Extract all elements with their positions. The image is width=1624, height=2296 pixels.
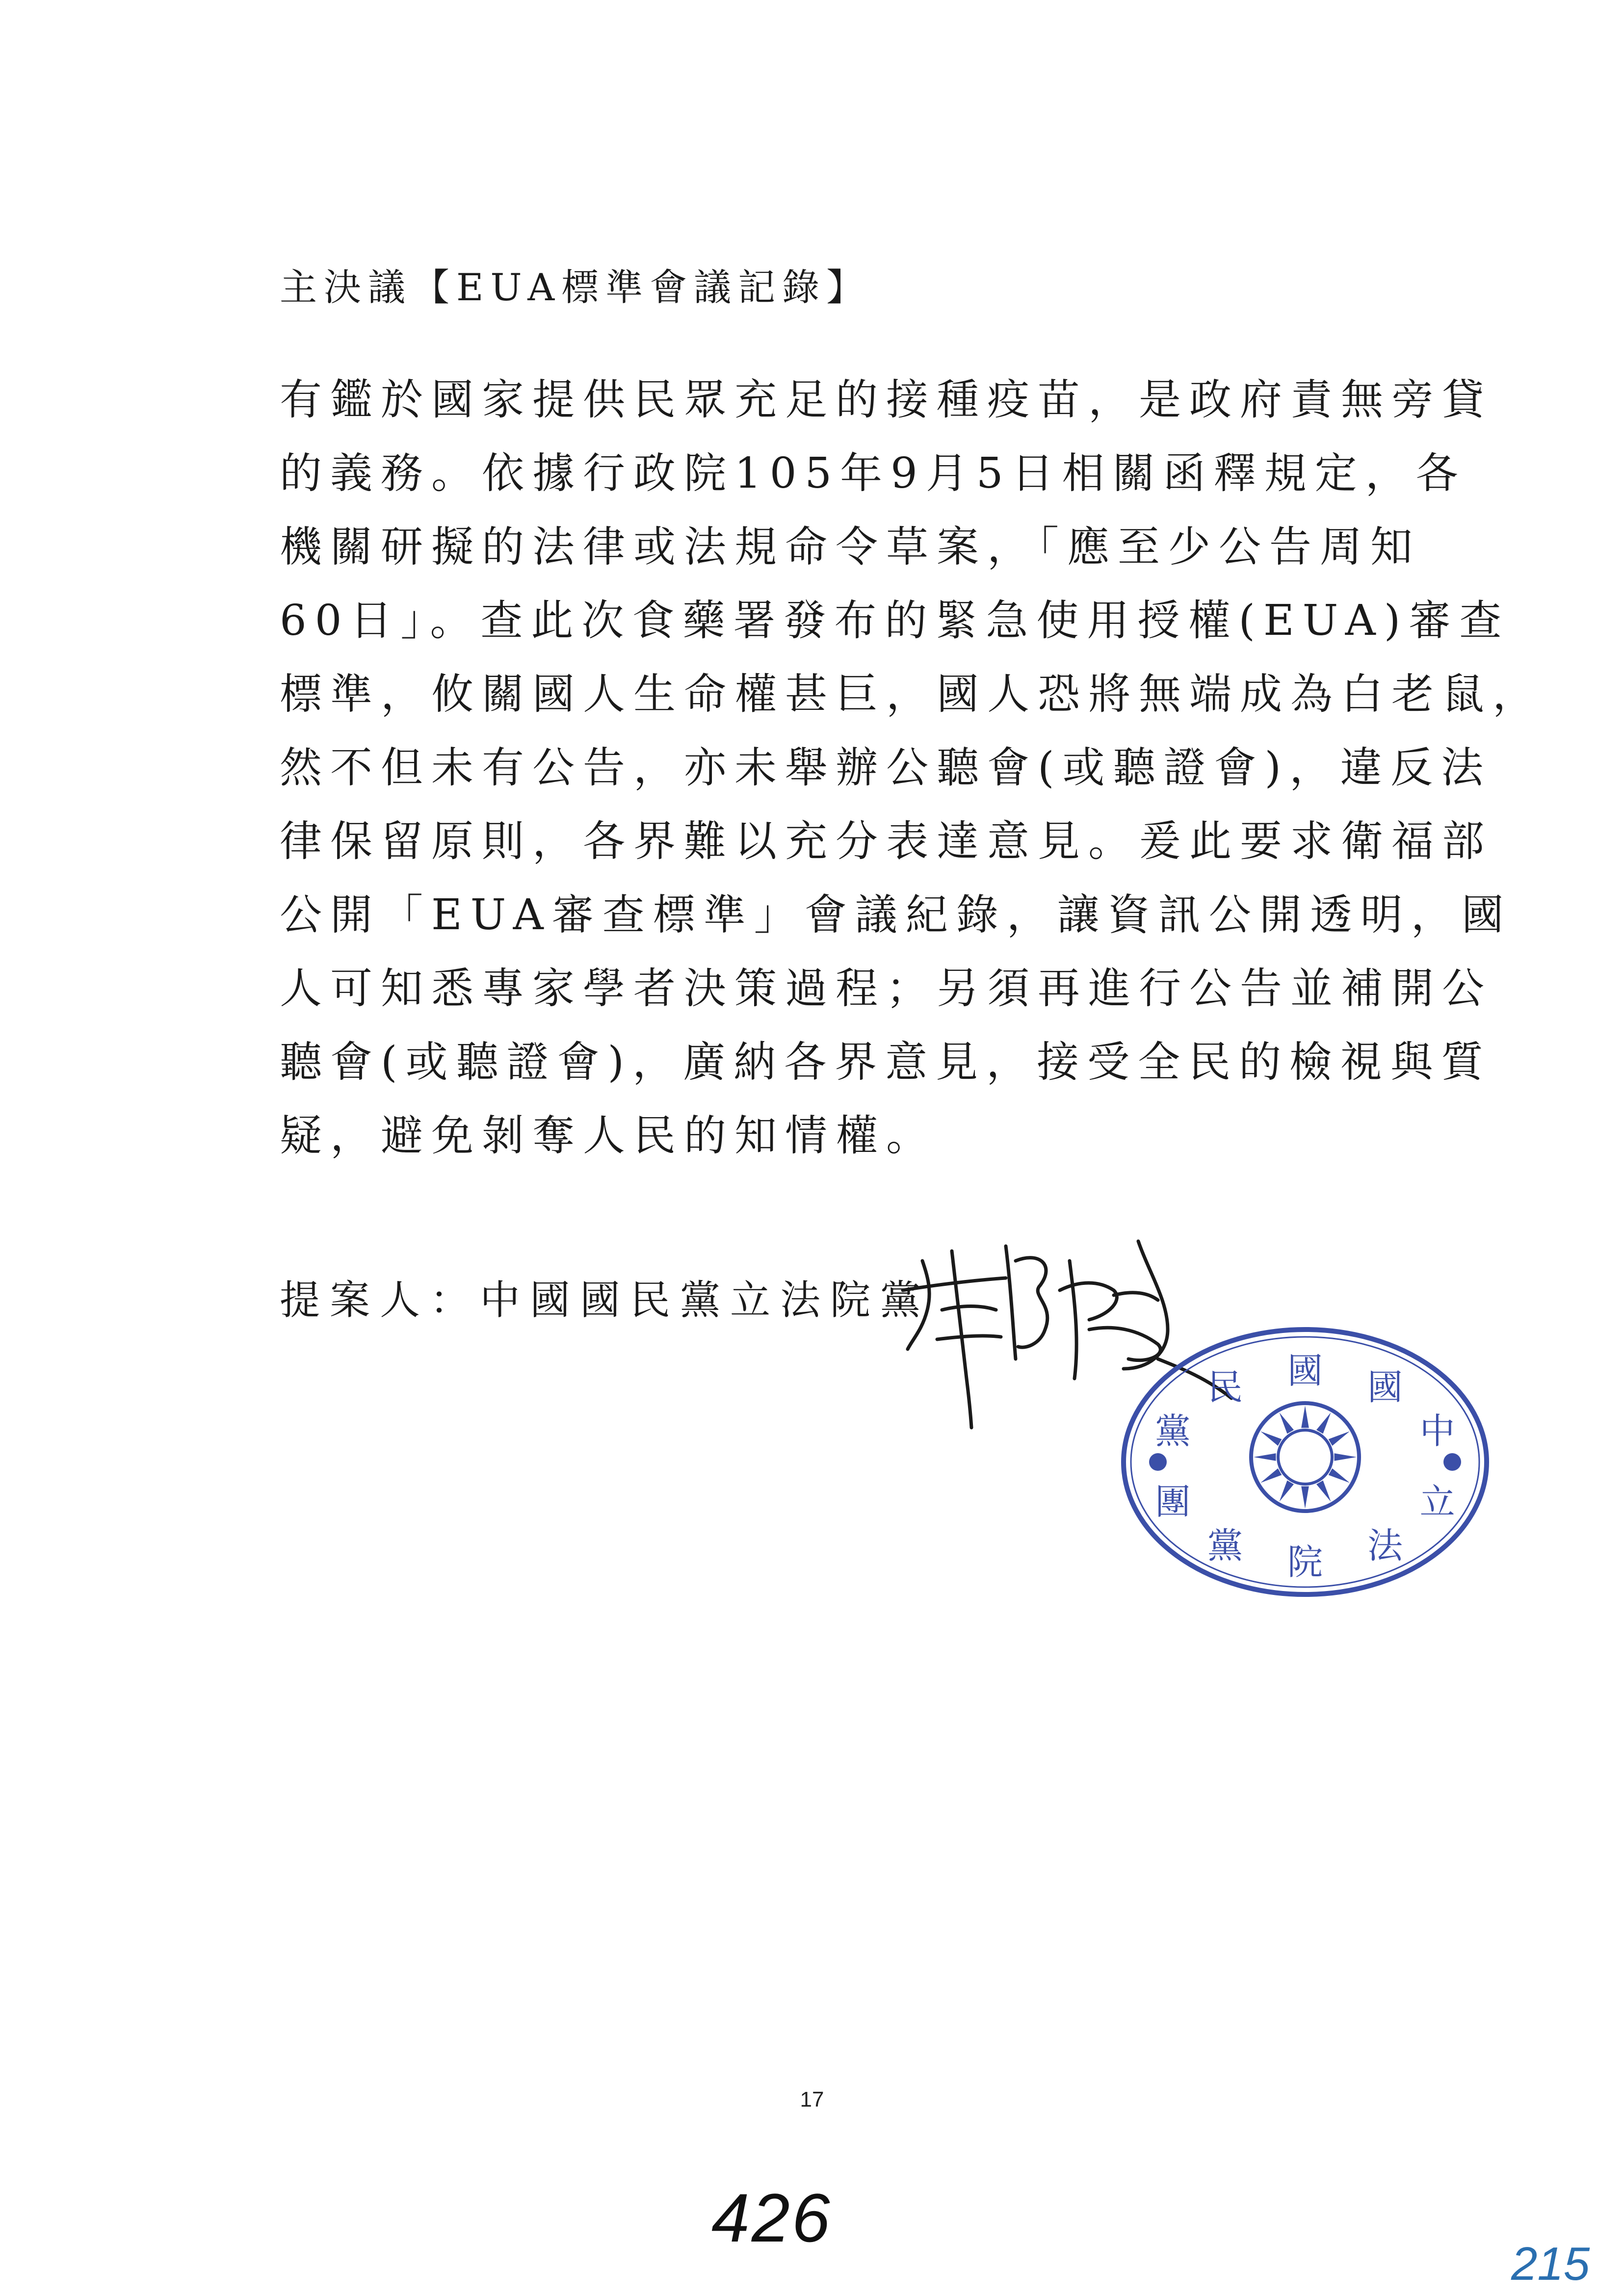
seal-sun-ray: [1335, 1453, 1357, 1461]
handwritten-page-number: 426: [711, 2179, 832, 2256]
seal-sun-ray: [1329, 1432, 1350, 1446]
body-line: 標準，攸關國人生命權甚巨，國人恐將無端成為白老鼠，: [280, 670, 1543, 719]
body-line: 然不但未有公告，亦未舉辦公聽會(或聽證會)，違反法: [280, 743, 1492, 792]
document-heading: 主決議【EUA標準會議記錄】: [280, 265, 871, 309]
seal-sun-ray: [1280, 1412, 1294, 1434]
body-line: 疑，避免剝奪人民的知情權。: [280, 1111, 937, 1160]
seal-char-top: 中: [1419, 1410, 1455, 1452]
seal-sun-ray: [1260, 1468, 1282, 1483]
body-line: 律保留原則，各界難以充分表達意見。爰此要求衛福部: [280, 817, 1493, 866]
seal-char-top: 國: [1287, 1350, 1323, 1391]
body-line: 60日」。查此次食藥署發布的緊急使用授權(EUA)審查: [280, 596, 1510, 645]
body-line: 有鑑於國家提供民眾充足的接種疫苗，是政府責無旁貸: [280, 375, 1493, 424]
seal-char-bottom: 立: [1419, 1481, 1455, 1522]
body-line: 公開「EUA審查標準」會議紀錄，讓資訊公開透明，國: [280, 890, 1512, 939]
body-line: 的義務。依據行政院105年9月5日相關函釋規定，各: [280, 449, 1467, 498]
body-line: 機關研擬的法律或法規命令草案，「應至少公告周知: [280, 522, 1421, 572]
seal-sun-ray: [1316, 1481, 1331, 1502]
seal-sun-ray: [1301, 1406, 1309, 1428]
seal-char-top: 民: [1207, 1366, 1243, 1408]
seal-sun-ray: [1254, 1453, 1276, 1461]
proposer-line: 提案人：中國國民黨立法院黨: [280, 1277, 931, 1324]
body-line: 聽會(或聽證會)，廣納各界意見，接受全民的檢視與質: [280, 1038, 1492, 1087]
seal-char-top: 國: [1367, 1366, 1403, 1408]
handwritten-blue-number: 215: [1511, 2238, 1590, 2290]
seal-sun-ray: [1316, 1412, 1331, 1434]
party-seal: [1119, 1325, 1492, 1599]
seal-sun-ray: [1260, 1432, 1282, 1446]
seal-sun-ray: [1329, 1468, 1350, 1483]
seal-sun-ray: [1280, 1481, 1294, 1502]
seal-char-top: 黨: [1155, 1410, 1191, 1452]
resolution-body: [280, 363, 1543, 1173]
seal-char-bottom: 法: [1367, 1525, 1403, 1566]
seal-char-bottom: 黨: [1207, 1525, 1243, 1566]
seal-char-bottom: 院: [1287, 1541, 1323, 1583]
seal-char-bottom: 團: [1155, 1481, 1191, 1522]
page-number: 17: [800, 2087, 824, 2112]
body-line: 人可知悉專家學者決策過程；另須再進行公告並補開公: [280, 964, 1493, 1013]
seal-sun-ray: [1301, 1487, 1309, 1509]
